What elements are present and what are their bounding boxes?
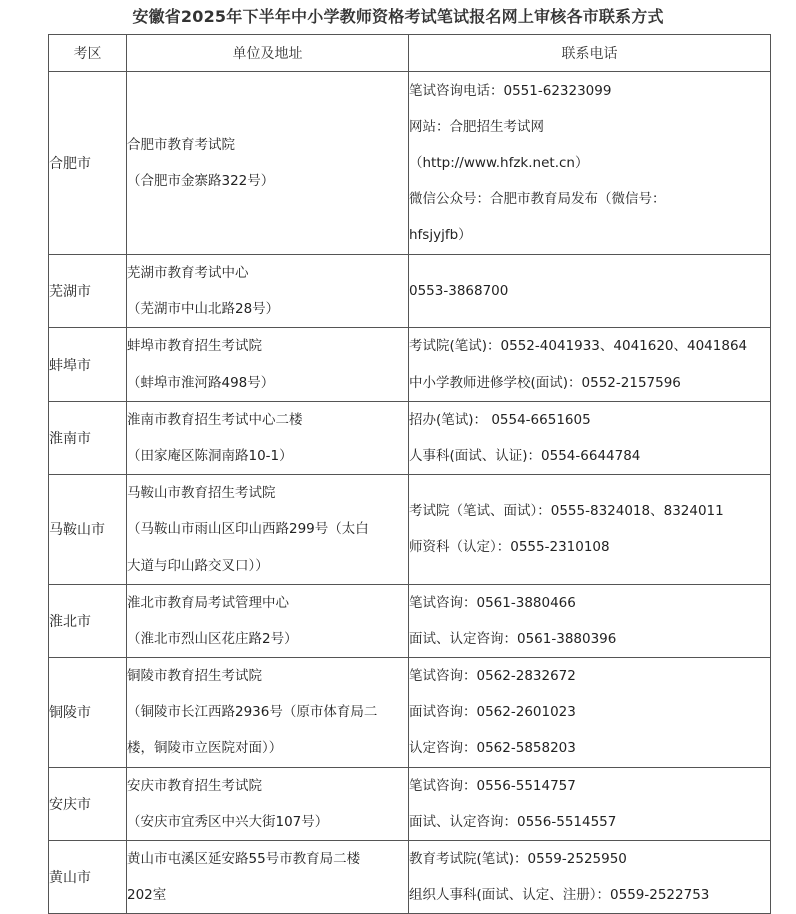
contact-line: 师资科（认定）：0555-2310108 bbox=[409, 539, 610, 556]
unit-line: 芜湖市教育考试中心 bbox=[127, 265, 249, 281]
table-row bbox=[49, 584, 771, 657]
contact-line: （http://www.hfzk.net.cn） bbox=[409, 154, 589, 171]
contact-line: 面试咨询：0562-2601023 bbox=[409, 704, 576, 721]
address-line: （铜陵市长江西路2936号（原市体育局二 bbox=[127, 704, 378, 721]
contact-line: 笔试咨询：0561-3880466 bbox=[409, 594, 576, 611]
address-line: （马鞍山市雨山区印山西路299号（太白 bbox=[127, 521, 369, 538]
unit-line: 马鞍山市教育招生考试院 bbox=[127, 485, 276, 502]
contact-line: 笔试咨询电话：0551-62323099 bbox=[409, 82, 612, 99]
table-row bbox=[49, 475, 771, 585]
table-row bbox=[49, 767, 771, 840]
unit-line: 安庆市教育招生考试院 bbox=[127, 777, 262, 794]
contact-cell bbox=[409, 328, 771, 401]
table-row bbox=[49, 841, 771, 914]
unit-address-cell bbox=[127, 475, 409, 585]
unit-address-cell bbox=[127, 255, 409, 328]
unit-line: 蚌埠市教育招生考试院 bbox=[127, 338, 262, 355]
address-line: （蚌埠市淮河路498号） bbox=[127, 374, 275, 391]
unit-address-cell bbox=[127, 658, 409, 768]
contact-cell bbox=[409, 658, 771, 768]
contact-line: 认定咨询：0562-5858203 bbox=[409, 740, 576, 757]
unit-address-cell bbox=[127, 72, 409, 255]
unit-line: 铜陵市教育招生考试院 bbox=[127, 668, 262, 685]
contact-line: 考试院(笔试)：0552-4041933、4041620、4041864 bbox=[409, 338, 748, 355]
district-cell: 合肥市 bbox=[49, 72, 127, 255]
contact-line: 招办(笔试)： 0554-6651605 bbox=[409, 411, 591, 428]
unit-address-cell bbox=[127, 401, 409, 474]
contact-line: 0553-3868700 bbox=[409, 283, 509, 300]
unit-line: 淮南市教育招生考试中心二楼 bbox=[127, 411, 303, 428]
district-cell: 蚌埠市 bbox=[49, 328, 127, 401]
contact-cell bbox=[409, 475, 771, 585]
table-row bbox=[49, 328, 771, 401]
contact-cell bbox=[409, 584, 771, 657]
contact-line: 面试、认定咨询：0556-5514557 bbox=[409, 813, 617, 830]
address-line: （合肥市金寨路322号） bbox=[127, 173, 275, 189]
district-cell: 安庆市 bbox=[49, 767, 127, 840]
contact-cell bbox=[409, 72, 771, 255]
contact-cell bbox=[409, 767, 771, 840]
district-cell: 淮南市 bbox=[49, 401, 127, 474]
contact-line: 笔试咨询：0562-2832672 bbox=[409, 668, 576, 685]
address-line: （安庆市宜秀区中兴大街107号） bbox=[127, 813, 329, 830]
contact-cell bbox=[409, 401, 771, 474]
table-row bbox=[49, 72, 771, 255]
address-line: 大道与印山路交叉口）） bbox=[127, 557, 269, 574]
table-row bbox=[49, 255, 771, 328]
unit-address-cell bbox=[127, 841, 409, 914]
table-row bbox=[49, 658, 771, 768]
contact-line: 中小学教师进修学校(面试)：0552-2157596 bbox=[409, 374, 681, 391]
header-phone: 联系电话 bbox=[409, 35, 771, 72]
header-unit-address: 单位及地址 bbox=[127, 35, 409, 72]
district-cell: 马鞍山市 bbox=[49, 475, 127, 585]
district-cell: 铜陵市 bbox=[49, 658, 127, 768]
contact-line: 人事科(面试、认证)：0554-6644784 bbox=[409, 447, 641, 464]
table-header-row bbox=[49, 35, 771, 72]
unit-line: 黄山市屯溪区延安路55号市教育局二楼 bbox=[127, 851, 361, 867]
unit-address-cell bbox=[127, 767, 409, 840]
address-line: 202室 bbox=[127, 887, 167, 904]
unit-line: 淮北市教育局考试管理中心 bbox=[127, 594, 289, 611]
address-line: （芜湖市中山北路28号） bbox=[127, 301, 280, 318]
unit-line: 合肥市教育考试院 bbox=[127, 136, 235, 153]
contact-line: hfsjyjfb） bbox=[409, 227, 472, 244]
contact-line: 组织人事科(面试、认定、注册）：0559-2522753 bbox=[409, 887, 710, 904]
district-cell: 黄山市 bbox=[49, 841, 127, 914]
district-cell: 芜湖市 bbox=[49, 255, 127, 328]
address-line: （淮北市烈山区花庄路2号） bbox=[127, 630, 298, 647]
contacts-table bbox=[48, 34, 771, 914]
unit-address-cell bbox=[127, 584, 409, 657]
contact-cell bbox=[409, 255, 771, 328]
contact-cell bbox=[409, 841, 771, 914]
contact-line: 微信公众号：合肥市教育局发布（微信号： bbox=[409, 191, 666, 208]
contact-line: 面试、认定咨询：0561-3880396 bbox=[409, 630, 617, 647]
contact-line: 考试院（笔试、面试）：0555-8324018、8324011 bbox=[409, 503, 724, 520]
header-district: 考区 bbox=[49, 35, 127, 72]
district-cell: 淮北市 bbox=[49, 584, 127, 657]
address-line: （田家庵区陈洞南路10-1） bbox=[127, 447, 293, 464]
contact-line: 教育考试院(笔试)：0559-2525950 bbox=[409, 851, 627, 867]
contact-line: 网站：合肥招生考试网 bbox=[409, 118, 544, 135]
table-row bbox=[49, 401, 771, 474]
document-title: 安徽省2025年下半年中小学教师资格考试笔试报名网上审核各市联系方式 bbox=[132, 7, 664, 26]
contact-line: 笔试咨询：0556-5514757 bbox=[409, 777, 576, 794]
unit-address-cell bbox=[127, 328, 409, 401]
address-line: 楼，铜陵市立医院对面）） bbox=[127, 740, 283, 757]
